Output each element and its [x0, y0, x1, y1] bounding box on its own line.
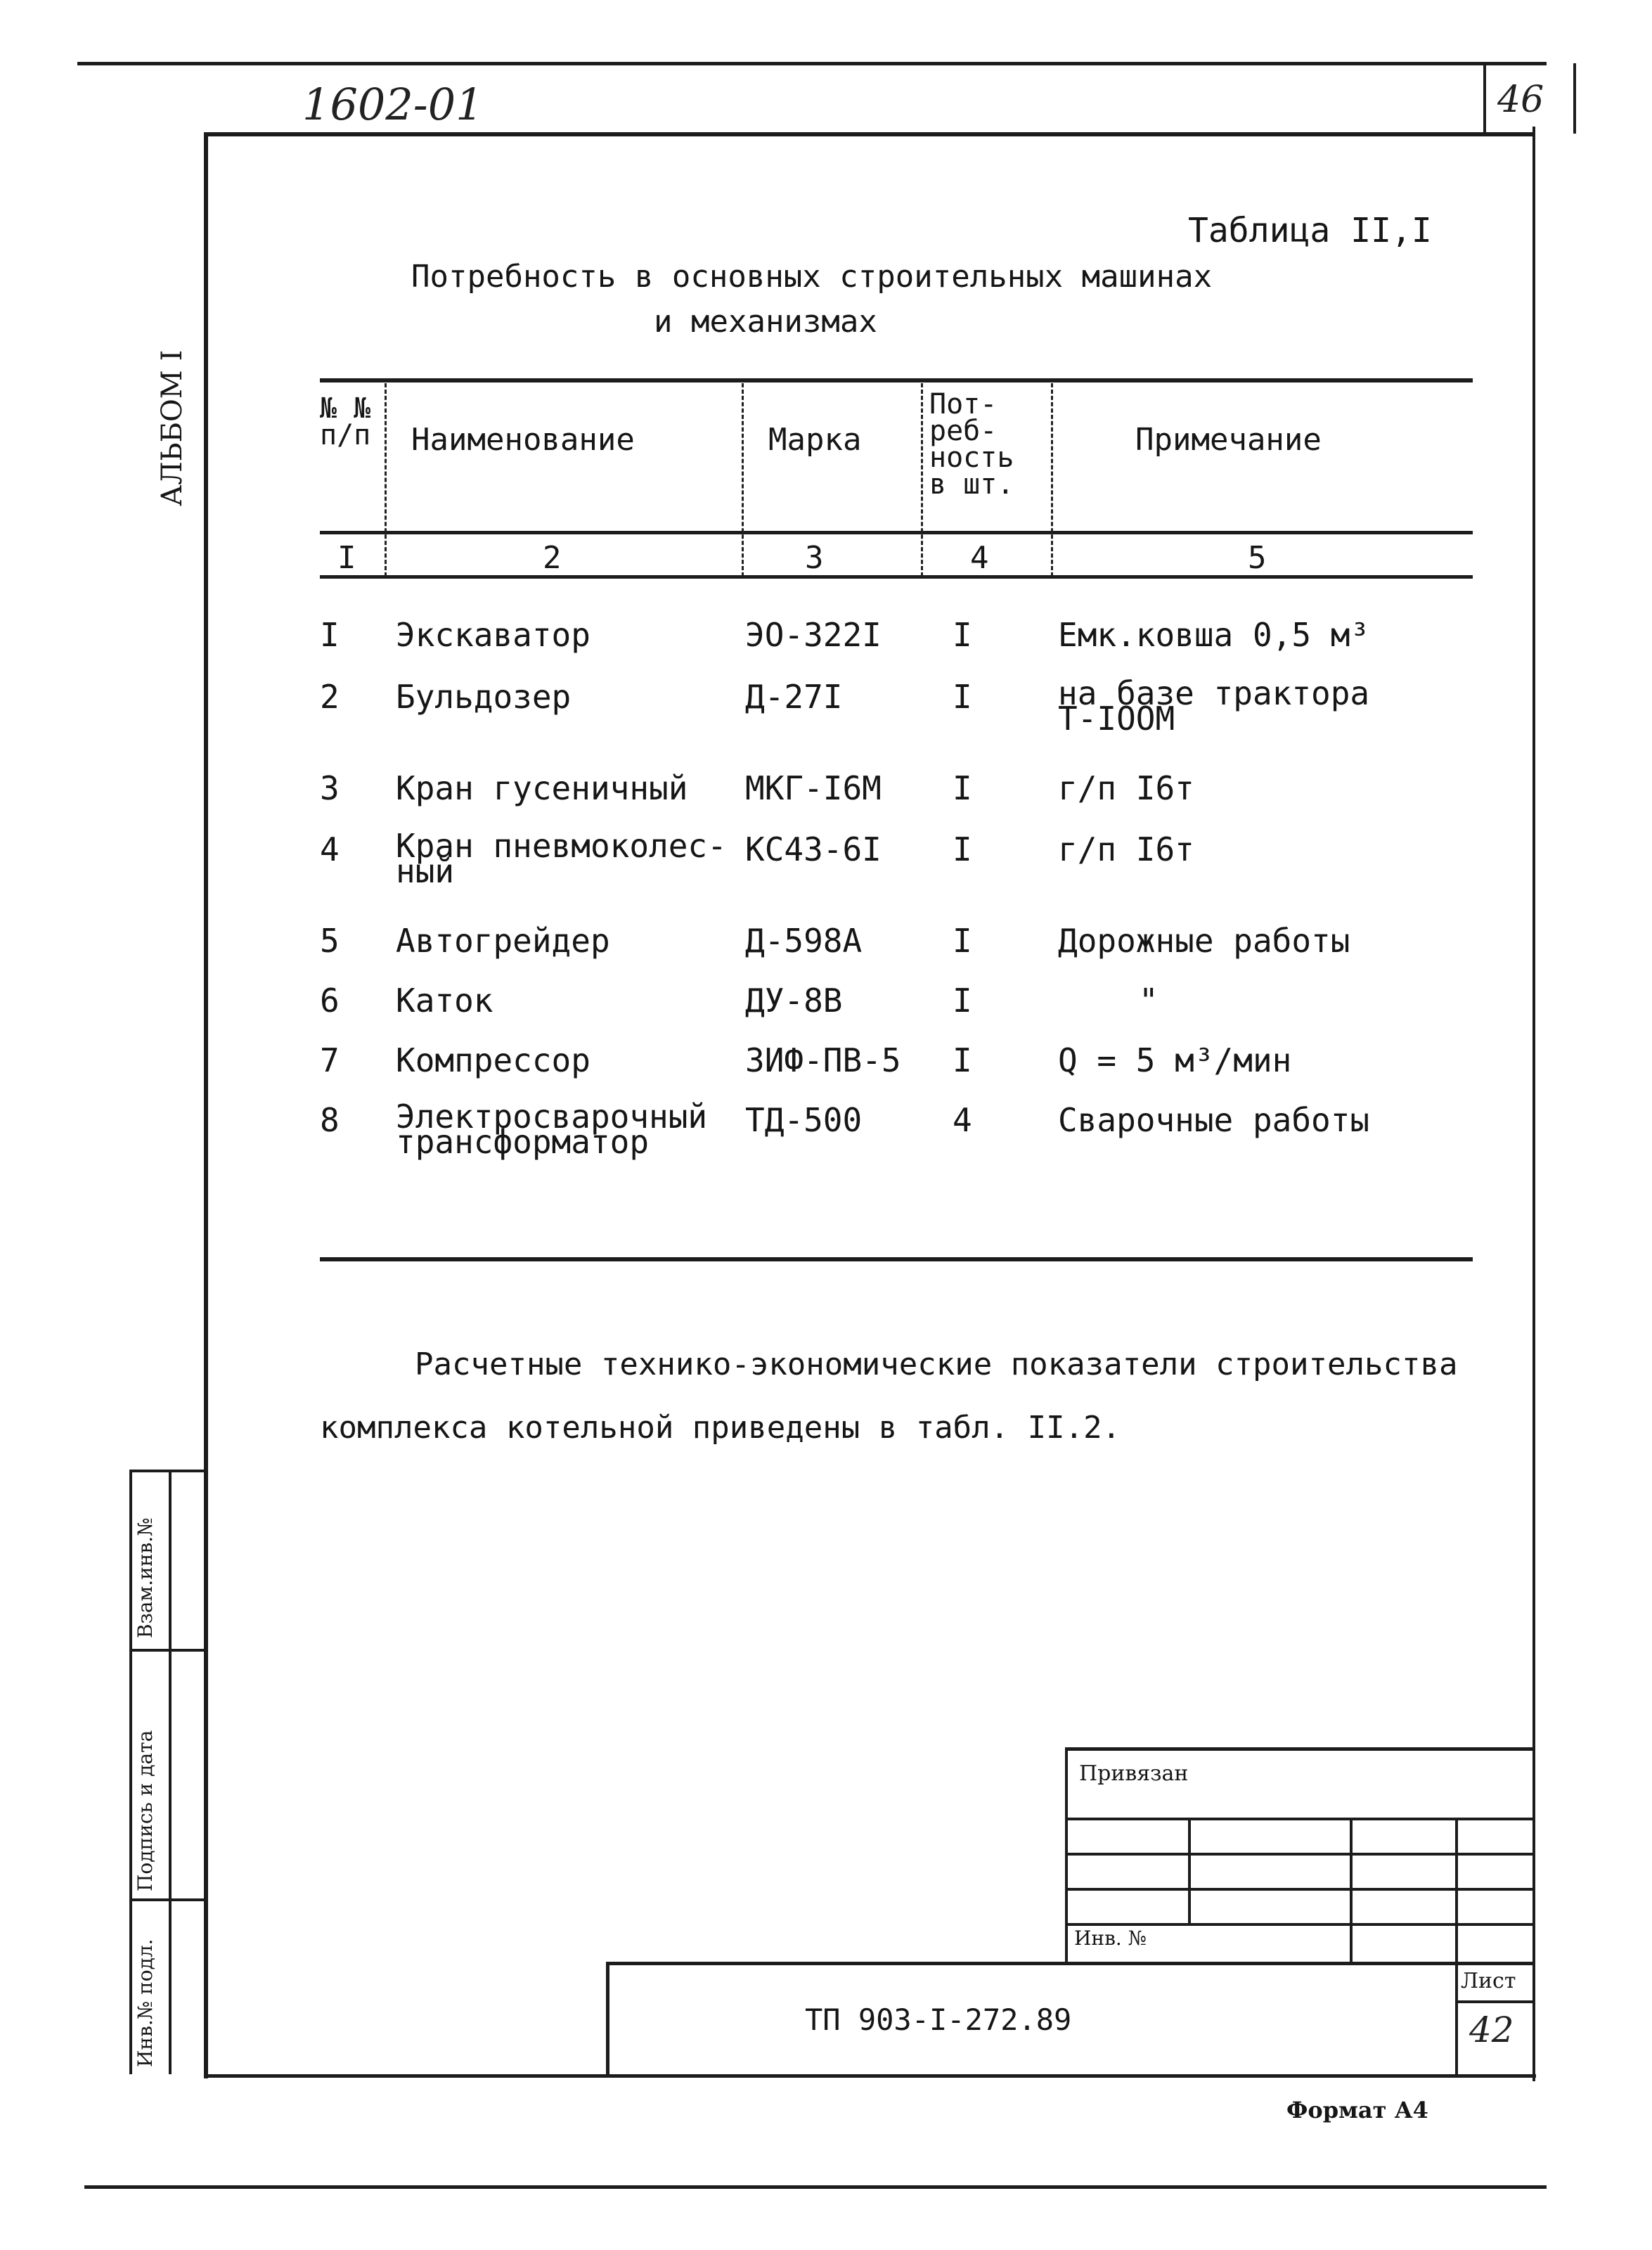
sheet-label: Лист: [1461, 1969, 1516, 1993]
handwritten-code: 1602-01: [302, 79, 484, 130]
row-6-qty: I: [953, 982, 972, 1020]
paragraph-line1: Расчетные технико-экономические показатели строительства: [415, 1346, 1458, 1382]
row-2-name: Бульдозер: [396, 678, 572, 716]
col-divider-3: [921, 383, 923, 577]
col-divider-1: [385, 383, 387, 577]
header-qty-line4: в шт.: [929, 468, 1014, 501]
col-number-2: 2: [543, 540, 562, 576]
stamp-row2: [1065, 1853, 1532, 1856]
row-5-mark: Д-598А: [745, 922, 863, 960]
corner-box-right: [1573, 63, 1576, 134]
table-header-rule: [320, 531, 1473, 534]
table-bottom-rule: [320, 1257, 1473, 1261]
frame-bottom-border: [204, 2074, 1536, 2078]
frame-right-border: [1532, 127, 1535, 2081]
col-number-1: I: [337, 540, 356, 576]
stamp-col3: [1455, 1818, 1458, 1965]
stamp-strip-top: [129, 1470, 207, 1472]
row-3-name: Кран гусеничный: [396, 769, 688, 807]
row-6-note: ": [1139, 982, 1159, 1020]
row-3-note: г/п I6т: [1058, 769, 1194, 807]
row-4-qty: I: [953, 830, 972, 868]
row-3-num: 3: [320, 769, 340, 807]
row-7-note: Q = 5 м³/мин: [1058, 1041, 1292, 1079]
docbox-left: [606, 1962, 609, 2078]
row-7-qty: I: [953, 1041, 972, 1079]
stamp-row4: [1065, 1923, 1532, 1926]
header-note: Примечание: [1135, 422, 1322, 458]
row-4-name: Кран пневмоколес- ный: [396, 827, 727, 890]
frame-top-border: [204, 132, 1532, 136]
row-1-qty: I: [953, 616, 972, 654]
table-label: Таблица II,I: [1188, 211, 1432, 250]
stamp-strip-inner: [169, 1470, 172, 2074]
row-8-num: 8: [320, 1101, 340, 1139]
col-divider-2: [742, 383, 744, 577]
row-1-name: Экскаватор: [396, 616, 591, 654]
paragraph-line2: комплекса котельной приведены в табл. II.2.: [320, 1410, 1121, 1446]
header-qty-line3: ность: [929, 442, 1014, 474]
corner-box-left: [1483, 63, 1486, 134]
header-num-line2: п/п: [320, 419, 371, 451]
row-6-num: 6: [320, 982, 340, 1020]
sheet-number: 42: [1469, 2010, 1514, 2050]
header-num-line1: № №: [320, 392, 371, 425]
docbox-top: [606, 1962, 1532, 1965]
stamp-col1: [1188, 1818, 1191, 1923]
row-5-num: 5: [320, 922, 340, 960]
row-2-qty: I: [953, 678, 972, 716]
row-2-num: 2: [320, 678, 340, 716]
table-title-line1: Потребность в основных строительных машинах: [411, 259, 1213, 295]
row-6-mark: ДУ-8В: [745, 982, 843, 1020]
header-qty-line1: Пот-: [929, 388, 998, 420]
row-2-mark: Д-27I: [745, 678, 843, 716]
stamp-strip-div2: [129, 1898, 207, 1901]
stamp-cell-vzam: Взам.инв.№: [134, 1517, 157, 1638]
row-1-mark: ЭО-322I: [745, 616, 882, 654]
row-8-qty: 4: [953, 1101, 972, 1139]
stamp-cell-inv: Инв.№ подл.: [134, 1939, 157, 2067]
row-8-mark: ТД-500: [745, 1101, 863, 1139]
header-mark: Марка: [768, 422, 862, 458]
stamp-strip-left: [129, 1470, 132, 2074]
stamp-top: [1065, 1747, 1532, 1751]
header-num: [320, 392, 371, 451]
stamp-row1: [1065, 1818, 1532, 1820]
col-number-3: 3: [805, 540, 824, 576]
row-2-note: на базе трактора Т-IOOМ: [1058, 674, 1370, 738]
format-label: Формат А4: [1286, 2097, 1428, 2123]
col-number-4: 4: [970, 540, 989, 576]
top-border: [77, 62, 1547, 65]
stamp-row3: [1065, 1888, 1532, 1891]
row-8-name: Электросварочный трансформатор: [396, 1098, 708, 1161]
row-7-num: 7: [320, 1041, 340, 1079]
table-top-rule: [320, 378, 1473, 382]
stamp-col2: [1350, 1818, 1353, 1965]
bottom-border: [84, 2185, 1547, 2189]
row-4-mark: КС43-6I: [745, 830, 882, 868]
row-5-note: Дорожные работы: [1058, 922, 1350, 960]
col-number-5: 5: [1248, 540, 1267, 576]
corner-page-number: 46: [1497, 79, 1544, 121]
album-label: АЛЬБОМ I: [156, 349, 188, 506]
col-divider-4: [1051, 383, 1053, 577]
row-5-name: Автогрейдер: [396, 922, 610, 960]
privyazan-label: Привязан: [1079, 1761, 1189, 1786]
row-3-qty: I: [953, 769, 972, 807]
stamp-cell-podpis: Подпись и дата: [134, 1730, 157, 1891]
row-5-qty: I: [953, 922, 972, 960]
row-4-note: г/п I6т: [1058, 830, 1194, 868]
row-1-note: Емк.ковша 0,5 м³: [1058, 616, 1370, 654]
row-7-mark: ЗИФ-ПВ-5: [745, 1041, 901, 1079]
row-4-num: 4: [320, 830, 340, 868]
row-7-name: Компрессор: [396, 1041, 591, 1079]
table-colnum-rule: [320, 575, 1473, 579]
header-qty-line2: реб-: [929, 415, 998, 447]
row-3-mark: МКГ-I6М: [745, 769, 882, 807]
row-6-name: Каток: [396, 982, 493, 1020]
docbox-sheet-rule: [1455, 2000, 1532, 2003]
row-8-note: Сварочные работы: [1058, 1101, 1370, 1139]
row-1-num: I: [320, 616, 340, 654]
frame-left-border: [204, 132, 208, 2078]
inv-no-label: Инв. №: [1074, 1927, 1147, 1950]
docbox-sheet-divider: [1455, 1962, 1458, 2078]
doc-code: ТП 903-I-272.89: [805, 2002, 1072, 2037]
stamp-strip-div1: [129, 1649, 207, 1652]
table-title-line2: и механизмах: [654, 304, 877, 340]
header-name: Наименование: [411, 422, 635, 458]
header-qty: [929, 388, 1014, 501]
stamp-left: [1065, 1747, 1068, 1965]
